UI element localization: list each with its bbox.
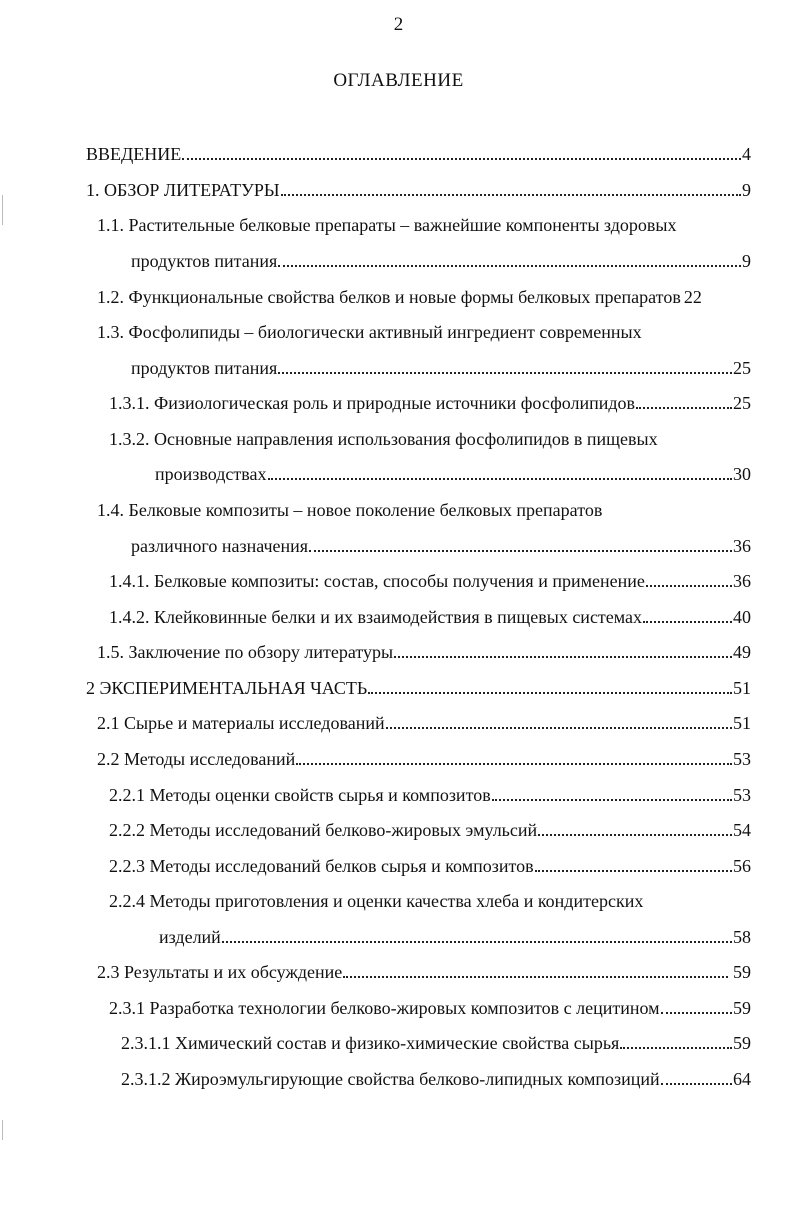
toc-entry-text: 2 ЭКСПЕРИМЕНТАЛЬНАЯ ЧАСТЬ: [86, 678, 368, 698]
toc-entry-text: 1.4. Белковые композиты – новое поколение белковых препаратов: [97, 500, 603, 520]
toc-entry-text: 1.3. Фосфолипиды – биологически активный ингредиент современных: [97, 322, 642, 342]
toc-entry-text: 2.3.1 Разработка технологии белково-жировых композитов с лецитином: [109, 998, 660, 1018]
scan-margin-mark: [2, 195, 3, 225]
toc-leader-dots: [278, 372, 732, 374]
toc-entry-page: 58: [733, 927, 751, 947]
toc-entry-continuation[interactable]: [131, 534, 751, 558]
toc-leader-dots: [309, 550, 732, 552]
toc-leader-dots: [386, 727, 732, 729]
toc-entry-page: 30: [733, 464, 751, 484]
toc-entry[interactable]: [86, 178, 751, 202]
toc-leader-dots: [643, 621, 732, 623]
toc-entry[interactable]: [97, 711, 751, 735]
toc-leader-dots: [636, 407, 732, 409]
toc-entry[interactable]: [97, 285, 751, 309]
toc-entry-text: 1.3.2. Основные направления использования фосфолипидов в пищевых: [109, 429, 658, 449]
toc-entry-page: 56: [733, 856, 751, 876]
toc-entry[interactable]: [109, 783, 751, 807]
toc-entry-text: 2.2.2 Методы исследований белково-жировых эмульсий: [109, 820, 538, 840]
toc-entry[interactable]: [109, 391, 751, 415]
toc-entry-page: 49: [733, 642, 751, 662]
toc-entry-page: 4: [742, 144, 751, 164]
toc-entry-page: 59: [733, 1033, 751, 1053]
toc-entry[interactable]: [86, 676, 751, 700]
toc-entry-text: 1.2. Функциональные свойства белков и новые формы белковых препаратов: [97, 287, 681, 307]
toc-entry-text: 2.2 Методы исследований: [97, 749, 296, 769]
toc-entry[interactable]: [97, 747, 751, 771]
toc-entry-continuation[interactable]: [131, 249, 751, 273]
toc-leader-dots: [646, 585, 732, 587]
toc-entry-page: 9: [742, 251, 751, 271]
toc-entry-page: 9: [742, 180, 751, 200]
toc-entry-continuation[interactable]: [159, 925, 751, 949]
toc-entry-page: 54: [733, 820, 751, 840]
toc-entry[interactable]: [86, 142, 751, 166]
toc-leader-dots: [661, 1012, 732, 1014]
toc-entry-page: 22: [683, 287, 702, 307]
toc-entry[interactable]: [109, 818, 751, 842]
toc-entry-page: 51: [733, 713, 751, 733]
toc-entry-text: изделий: [159, 927, 221, 947]
toc-entry[interactable]: [97, 213, 751, 237]
toc-entry-page: 36: [733, 536, 751, 556]
toc-entry-text: 1.4.1. Белковые композиты: состав, способы получения и применение: [109, 571, 645, 591]
toc-entry-page: 25: [733, 393, 751, 413]
toc-entry[interactable]: [121, 1067, 751, 1091]
toc-entry[interactable]: [97, 320, 751, 344]
toc-entry-page: 36: [733, 571, 751, 591]
toc-entry-text: 1.4.2. Клейковинные белки и их взаимодействия в пищевых системах: [109, 607, 643, 627]
toc-entry-continuation[interactable]: [155, 462, 751, 486]
toc-leader-dots: [343, 976, 728, 978]
toc-entry-text: 2.2.1 Методы оценки свойств сырья и композитов: [109, 785, 491, 805]
toc-leader-dots: [620, 1047, 732, 1049]
toc-entry-text: 2.2.4 Методы приготовления и оценки качества хлеба и кондитерских: [109, 891, 644, 911]
toc-entry-text: 2.2.3 Методы исследований белков сырья и композитов: [109, 856, 534, 876]
toc-entry-page: 51: [733, 678, 751, 698]
toc-entry-page: 53: [733, 749, 751, 769]
toc-leader-dots: [535, 870, 732, 872]
page-number: 2: [393, 14, 404, 35]
toc-entry-text: продуктов питания: [131, 251, 278, 271]
toc-leader-dots: [394, 656, 732, 658]
toc-leader-dots: [538, 834, 732, 836]
toc-leader-dots: [281, 194, 741, 196]
toc-leader-dots: [182, 158, 741, 160]
toc-leader-dots: [368, 692, 732, 694]
toc-entry[interactable]: [97, 498, 751, 522]
toc-entry-text: 1. ОБЗОР ЛИТЕРАТУРЫ: [86, 180, 280, 200]
toc-entry-page: 53: [733, 785, 751, 805]
toc-entry-text: 2.3 Результаты и их обсуждение: [97, 962, 343, 982]
toc-entry-continuation[interactable]: [131, 356, 751, 380]
toc-leader-dots: [661, 1083, 732, 1085]
toc-entry-page: 64: [733, 1069, 751, 1089]
toc-leader-dots: [296, 763, 732, 765]
toc-entry-page: 25: [733, 358, 751, 378]
toc-entry[interactable]: [121, 1031, 751, 1055]
toc-entry[interactable]: [109, 427, 751, 451]
page-title: ОГЛАВЛЕНИЕ: [333, 70, 464, 91]
toc-entry-text: производствах: [155, 464, 267, 484]
toc-entry[interactable]: [97, 640, 751, 664]
toc-entry[interactable]: [109, 996, 751, 1020]
toc-leader-dots: [222, 941, 732, 943]
toc-leader-dots: [492, 799, 732, 801]
toc-entry[interactable]: [109, 854, 751, 878]
toc-entry-page: 40: [733, 607, 751, 627]
toc-entry[interactable]: [109, 569, 751, 593]
toc-leader-dots: [268, 478, 733, 480]
toc-entry-text: 2.3.1.2 Жироэмульгирующие свойства белково-липидных композиций: [121, 1069, 660, 1089]
toc-entry-text: 1.3.1. Физиологическая роль и природные источники фосфолипидов: [109, 393, 636, 413]
toc-entry[interactable]: [97, 960, 751, 984]
toc-leader-dots: [278, 265, 741, 267]
toc-entry-text: 1.1. Растительные белковые препараты – важнейшие компоненты здоровых: [97, 215, 677, 235]
toc-entry[interactable]: [109, 605, 751, 629]
toc-entry-text: 2.3.1.1 Химический состав и физико-химические свойства сырья: [121, 1033, 620, 1053]
toc-entry-text: ВВЕДЕНИЕ: [86, 144, 182, 164]
toc-entry-page: 59: [733, 998, 751, 1018]
toc-entry-page: 59: [733, 962, 751, 982]
toc-entry[interactable]: [109, 889, 751, 913]
toc-entry-text: 1.5. Заключение по обзору литературы: [97, 642, 394, 662]
toc-entry-text: 2.1 Сырье и материалы исследований: [97, 713, 385, 733]
scan-margin-mark: [2, 1120, 3, 1140]
toc-entry-text: продуктов питания: [131, 358, 278, 378]
toc-entry-text: различного назначения: [131, 536, 309, 556]
